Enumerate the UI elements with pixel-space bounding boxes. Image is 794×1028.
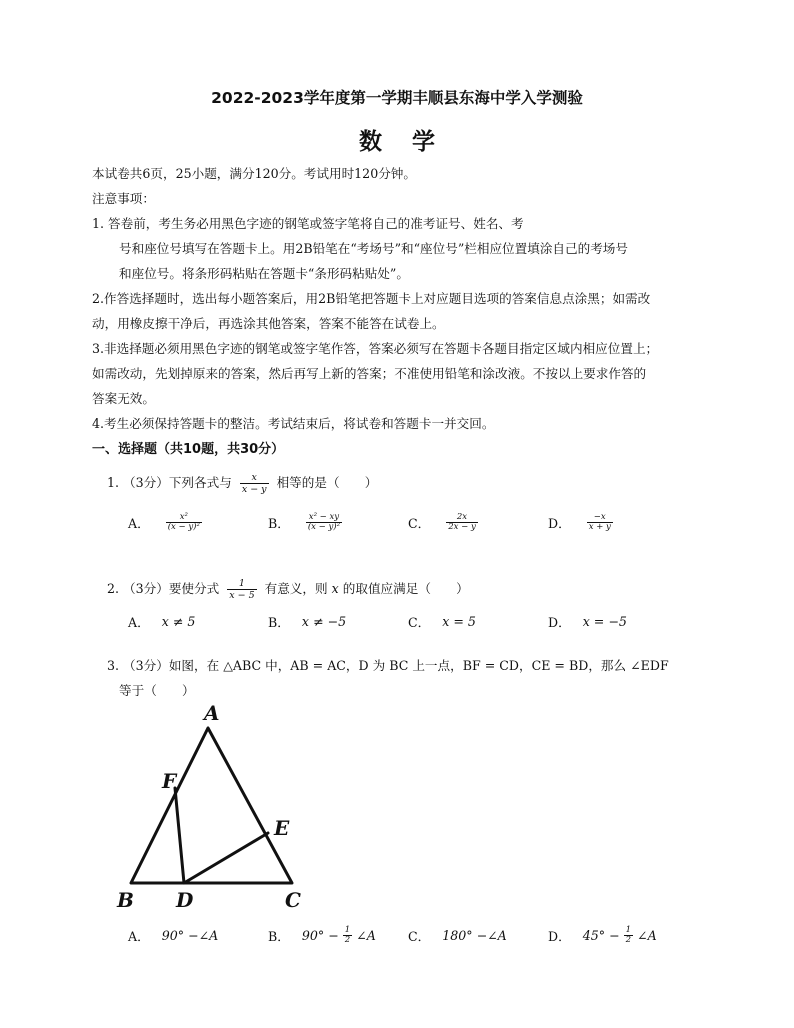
- label-e: E: [274, 816, 290, 840]
- segment-de: [184, 833, 268, 883]
- notice-title: 注意事项：: [92, 191, 155, 206]
- question-3-line-2: 等于（ ）: [119, 683, 195, 698]
- notice-item-1-line-2: 号和座位号填写在答题卡上。用2B铅笔在“考场号”和“座位号”栏相应位置填涂自己的考场号: [119, 241, 628, 256]
- notice-item-3-line-3: 答案无效。: [92, 391, 155, 406]
- section-heading: 一、选择题（共10题，共30分）: [92, 442, 285, 457]
- q3-option-d[interactable]: D． 45° − $\frac{1}{2}$ ∠A: [548, 925, 657, 945]
- triangle-abc: [131, 728, 292, 883]
- q1-option-d[interactable]: D． $\frac{-x}{x + y}$: [548, 512, 611, 532]
- notice-item-2-line-2: 动，用橡皮擦干净后，再选涂其他答案，答案不能答在试卷上。: [92, 316, 445, 331]
- label-c: C: [285, 888, 301, 912]
- label-b: B: [117, 888, 134, 912]
- q1-option-b[interactable]: B． $\frac{\text{x² − xy}}{\text{(x − y)²}}$: [268, 512, 341, 532]
- q3-option-b[interactable]: B． 90° − $\frac{1}{2}$ ∠A: [268, 925, 376, 945]
- notice-item-1-line-3: 和座位号。将条形码粘贴在答题卡“条形码粘贴处”。: [119, 266, 409, 281]
- notice-item-1-line-1: 1. 答卷前，考生务必用黑色字迹的钢笔或签字笔将自己的准考证号、姓名、考: [92, 216, 524, 231]
- q2-option-b[interactable]: B． x ≠ −5: [268, 614, 347, 630]
- q1-option-a[interactable]: A． $\frac{\text{x²}}{\text{(x − y)²}}$: [128, 512, 200, 532]
- notice-item-4: 4.考生必须保持答题卡的整洁。考试结束后，将试卷和答题卡一并交回。: [92, 416, 495, 431]
- q2-option-c[interactable]: C． x = 5: [408, 614, 476, 630]
- q2-option-a[interactable]: A． x ≠ 5: [128, 614, 196, 630]
- q3-option-a[interactable]: A． 90° −∠A: [128, 928, 219, 944]
- notice-item-3-line-1: 3.非选择题必须用黑色字迹的钢笔或签字笔作答，答案必须写在答题卡各题目指定区域内相应位置上；: [92, 341, 659, 356]
- exam-title: 2022-2023学年度第一学期丰顺县东海中学入学测验: [211, 89, 583, 107]
- question-3-line-1: 3. （3分）如图，在 △ABC 中，AB = AC，D 为 BC 上一点，BF = CD，CE = BD，那么 ∠EDF: [107, 658, 669, 673]
- q3-option-c[interactable]: C． 180° −∠A: [408, 928, 507, 944]
- exam-intro: 本试卷共6页，25小题，满分120分。考试用时120分钟。: [92, 166, 416, 181]
- label-a: A: [204, 701, 220, 725]
- subject-title: 数学: [359, 129, 465, 155]
- segment-fd: [175, 788, 184, 883]
- question-2-prefix: 2. （3分）要使分式: [107, 581, 220, 596]
- q1-option-c[interactable]: C． $\frac{2x}{2x - y}$: [408, 512, 476, 532]
- label-d: D: [176, 888, 194, 912]
- triangle-figure: [112, 700, 312, 915]
- notice-item-2-line-1: 2.作答选择题时，选出每小题答案后，用2B铅笔把答题卡上对应题目选项的答案信息点涂黑；如需改: [92, 291, 651, 306]
- question-1-prefix: 1. （3分）下列各式与: [107, 475, 232, 490]
- q2-option-d[interactable]: D． x = −5: [548, 614, 627, 630]
- question-1: [107, 472, 377, 495]
- notice-item-3-line-2: 如需改动，先划掉原来的答案，然后再写上新的答案；不准使用铅笔和涂改液。不按以上要求作答的: [92, 366, 647, 381]
- question-1-fraction: $\frac{x}{x - y}$: [241, 472, 267, 495]
- question-1-suffix: 相等的是（ ）: [276, 475, 378, 490]
- question-2: 2. （3分）要使分式 $\frac{1}{x - 5}$ 有意义，则 x 的取值应满足（ ）: [107, 578, 469, 601]
- question-2-fraction: $\frac{1}{x - 5}$: [229, 578, 255, 601]
- label-f: F: [162, 769, 177, 793]
